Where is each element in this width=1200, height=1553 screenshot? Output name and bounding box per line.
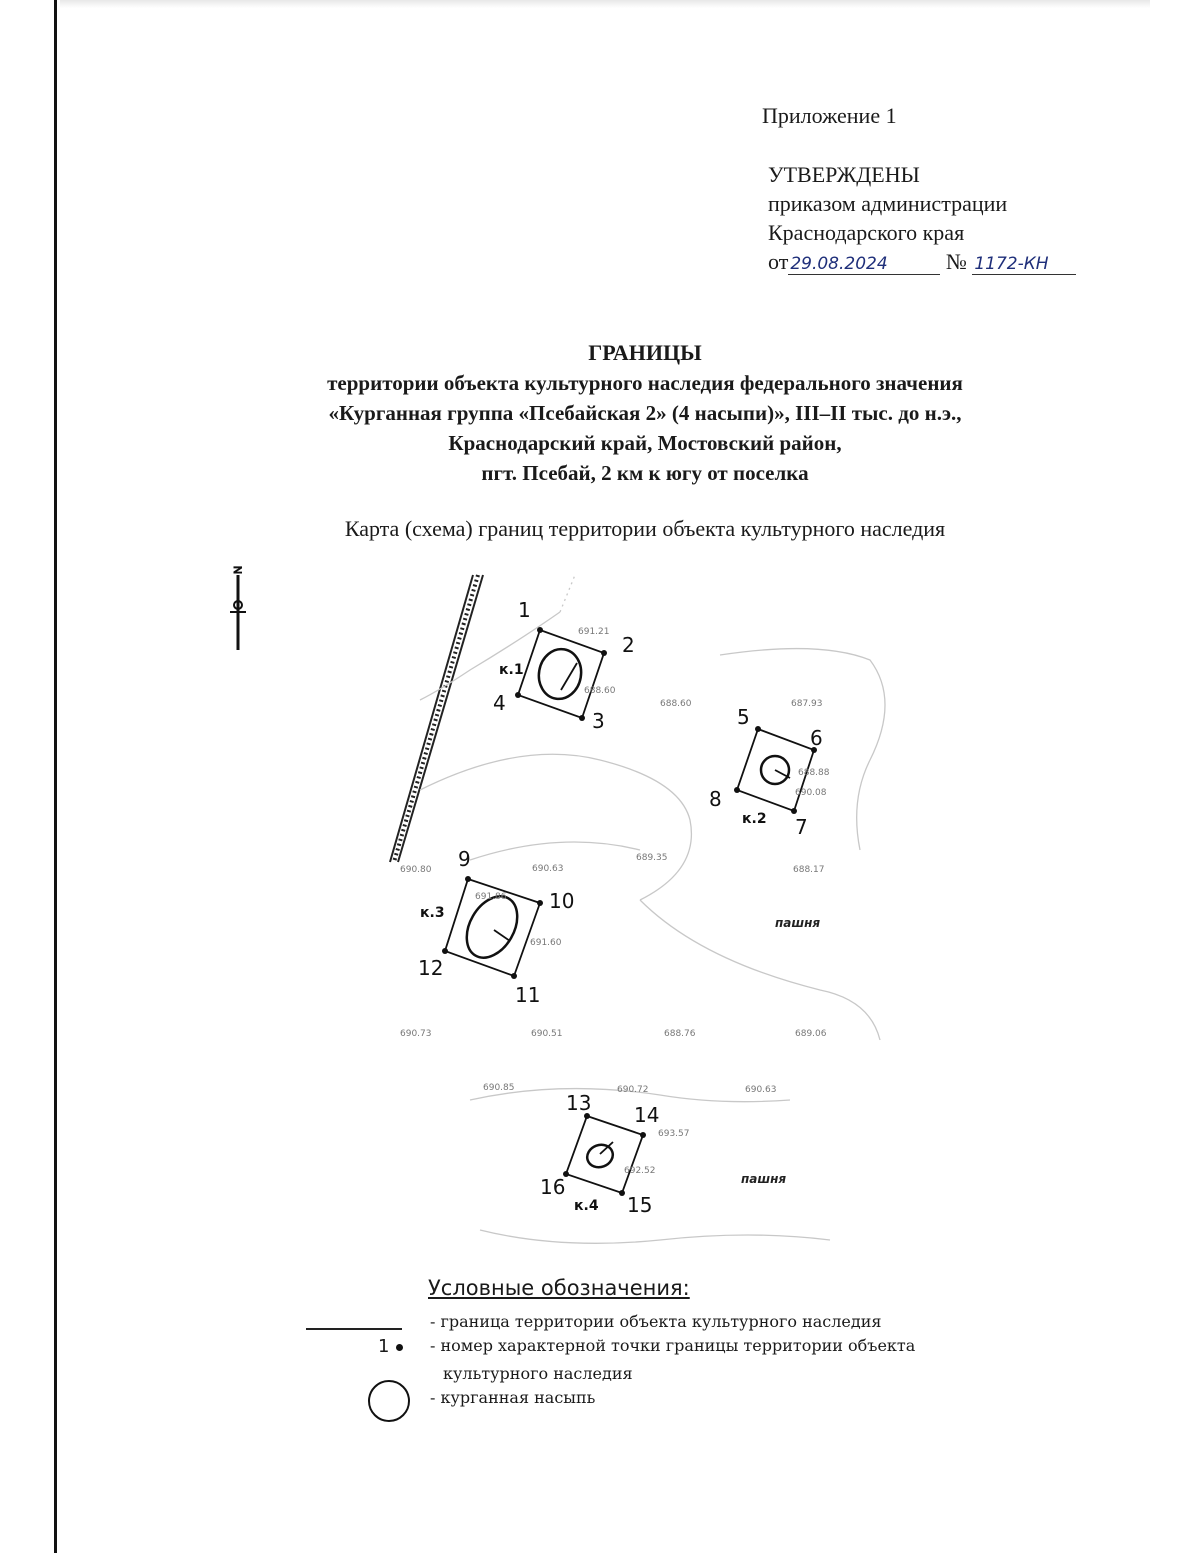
north-label: N <box>231 566 243 574</box>
date-prefix: от <box>768 249 789 274</box>
elevation: 690.73 <box>400 1029 432 1039</box>
kurgan-4-mound <box>584 1141 616 1171</box>
elevation: 691.60 <box>530 938 562 948</box>
kurgan-1-points <box>515 627 607 721</box>
point-label: 16 <box>540 1175 566 1199</box>
title-line-1: территории объекта культурного наследия федерального значения <box>327 371 963 395</box>
land-labels <box>741 916 820 1186</box>
elevation: 691.21 <box>578 627 610 637</box>
title-heading: ГРАНИЦЫ <box>588 340 702 365</box>
point-label: 2 <box>622 633 635 657</box>
point-label: 9 <box>458 847 471 871</box>
kurgan-label: к.2 <box>742 811 767 827</box>
elevation: 692.52 <box>624 1166 656 1176</box>
point-label: 15 <box>627 1193 653 1217</box>
elevation: 690.72 <box>617 1085 649 1095</box>
kurgan-4-boundary <box>566 1116 643 1193</box>
approved-by-line2: Краснодарского края <box>768 220 965 245</box>
kurgan-1-mound <box>535 646 585 703</box>
kurgan-label: к.3 <box>420 905 445 921</box>
point-label: 8 <box>709 787 722 811</box>
point-label: 14 <box>634 1103 660 1127</box>
legend-point-dot-icon <box>396 1344 403 1351</box>
elevation: 688.76 <box>664 1029 696 1039</box>
elevation: 687.93 <box>791 699 823 709</box>
elevation: 688.60 <box>660 699 692 709</box>
elevation: 689.35 <box>636 853 668 863</box>
approved-heading: УТВЕРЖДЕНЫ <box>768 162 920 187</box>
elevation: 688.60 <box>584 686 616 696</box>
point-label: 1 <box>518 598 531 622</box>
legend-boundary-symbol <box>306 1328 402 1330</box>
point-label: 10 <box>549 889 575 913</box>
elevation: 690.63 <box>532 864 564 874</box>
map-caption: Карта (схема) границ территории объекта культурного наследия <box>344 516 946 541</box>
legend-boundary-text: - граница территории объекта культурного наследия <box>430 1312 882 1331</box>
legend-point-text: - номер характерной точки границы территории объекта <box>430 1336 916 1355</box>
elevation: 690.51 <box>531 1029 563 1039</box>
north-arrow-icon <box>230 566 246 650</box>
contour-lines <box>420 575 885 1243</box>
legend-title: Условные обозначения: <box>428 1276 690 1300</box>
legend-mound-circle-icon <box>368 1380 410 1422</box>
elevation: 693.57 <box>658 1129 690 1139</box>
kurgan-labels <box>420 662 767 1214</box>
title-line-3: Краснодарский край, Мостовский район, <box>448 431 842 455</box>
approved-by-line1: приказом администрации <box>768 191 1008 216</box>
elevation: 688.88 <box>798 768 830 778</box>
title-line-4: пгт. Псебай, 2 км к югу от поселка <box>481 461 809 485</box>
elevation: 689.06 <box>795 1029 827 1039</box>
point-label: 4 <box>493 691 506 715</box>
title-line-2: «Курганная группа «Псебайская 2» (4 насыпи)», III–II тыс. до н.э., <box>328 401 962 425</box>
land-label: пашня <box>775 916 821 930</box>
point-label: 5 <box>737 705 750 729</box>
road-hatch <box>390 575 483 862</box>
point-label: 3 <box>592 709 605 733</box>
legend-mound-text: - курганная насыпь <box>430 1388 596 1407</box>
kurgan-label: к.4 <box>574 1198 599 1214</box>
point-label: 12 <box>418 956 444 980</box>
elevation: 688.17 <box>793 865 825 875</box>
date-value: 29.08.2024 <box>790 254 888 274</box>
kurgan-1-boundary <box>518 630 604 718</box>
elevation: 690.85 <box>483 1083 515 1093</box>
elevation: 690.80 <box>400 865 432 875</box>
kurgan-label: к.1 <box>499 662 524 678</box>
point-label: 7 <box>795 815 808 839</box>
point-label: 13 <box>566 1091 592 1115</box>
elevation: 690.63 <box>745 1085 777 1095</box>
point-label: 11 <box>515 983 541 1007</box>
elevation: 690.08 <box>795 788 827 798</box>
point-label: 6 <box>810 726 823 750</box>
legend-point-text-cont: культурного наследия <box>443 1364 633 1383</box>
legend-point-number: 1 <box>378 1336 390 1357</box>
elevation: 691.86 <box>475 892 507 902</box>
number-prefix: № <box>945 249 967 274</box>
appendix-label: Приложение 1 <box>762 103 897 128</box>
elevation-marks <box>400 627 830 1176</box>
number-value: 1172-КН <box>974 254 1049 274</box>
land-label: пашня <box>741 1172 787 1186</box>
